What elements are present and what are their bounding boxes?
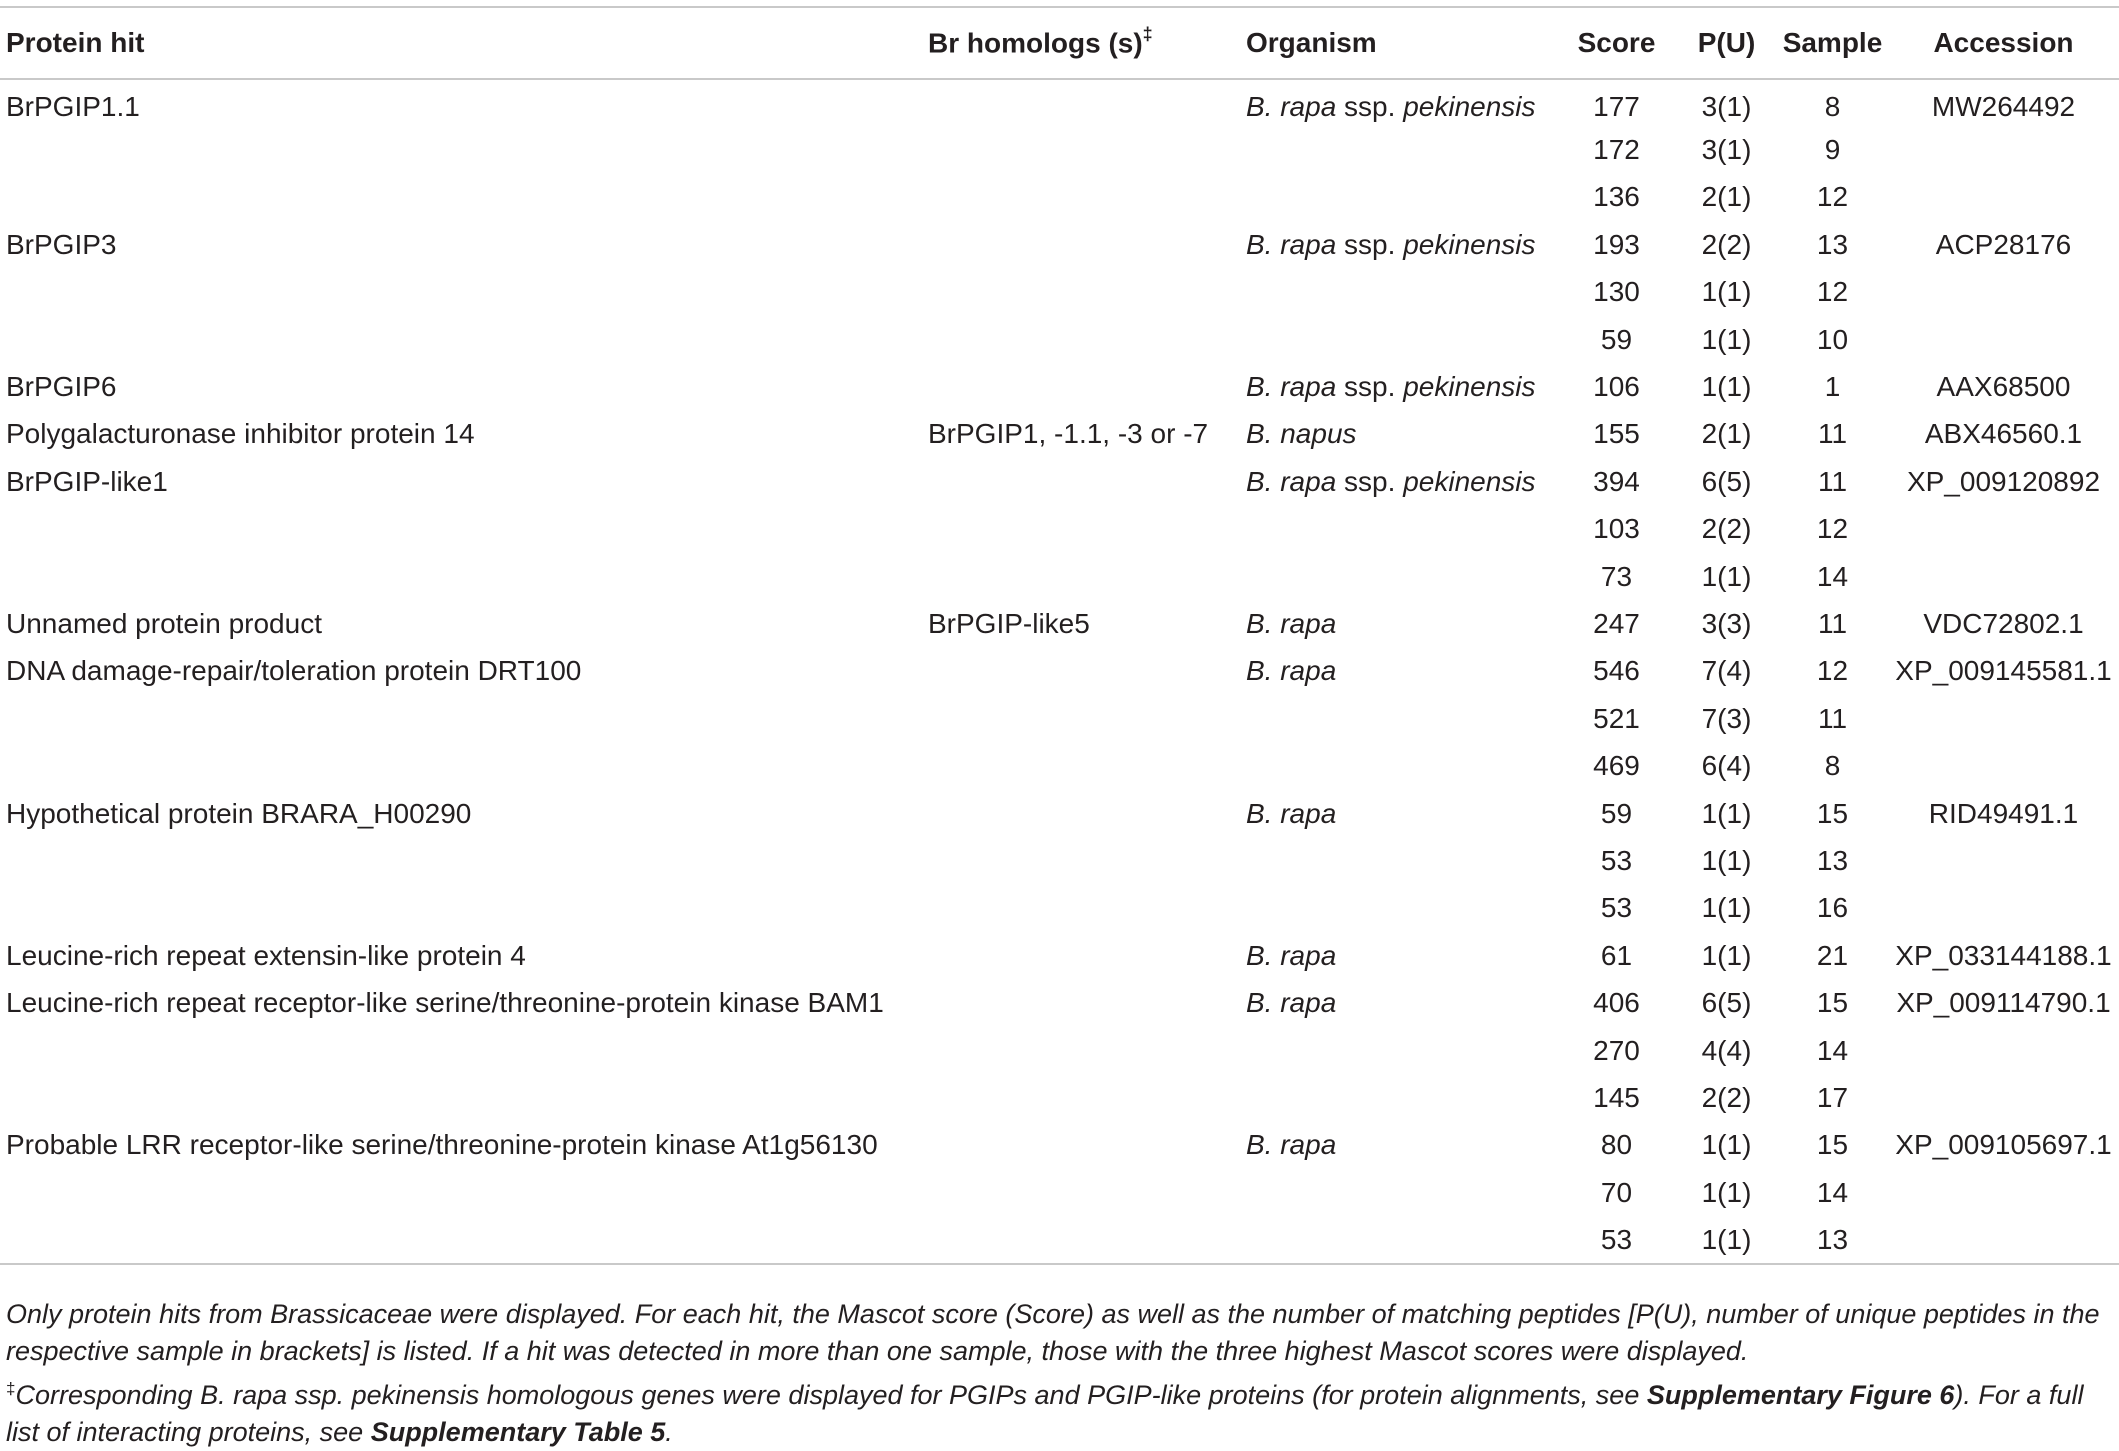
cell-sample: 13 [1816, 1223, 1849, 1255]
cell-protein-hit [0, 174, 922, 221]
cell-protein-hit: BrPGIP3 [6, 228, 117, 260]
cell-organism [1240, 695, 1557, 742]
table-row [0, 221, 2119, 268]
table-row [0, 979, 2119, 1026]
cell-score: 103 [1593, 513, 1640, 545]
cell-score: 53 [1600, 1223, 1633, 1255]
organism-genus-species: B. rapa [1246, 91, 1337, 123]
cell-organism [1240, 648, 1557, 695]
header-br-homologs [922, 7, 1240, 79]
table-body [0, 79, 2119, 1264]
cell-organism [1240, 1169, 1557, 1216]
table-row [0, 411, 2119, 458]
organism-ssp: ssp. [1336, 228, 1404, 260]
cell-score: 155 [1593, 418, 1640, 450]
cell-sample: 11 [1817, 702, 1848, 734]
cell-protein-hit [0, 885, 922, 932]
cell-pu: 1(1) [1701, 939, 1752, 971]
table-row [0, 742, 2119, 789]
cell-accession [1888, 1169, 2119, 1216]
table-row [0, 932, 2119, 979]
organism-genus-species: B. rapa [1246, 939, 1337, 971]
header-accession: Accession [1933, 27, 2074, 58]
cell-score: 193 [1593, 228, 1640, 260]
cell-sample: 13 [1816, 844, 1849, 876]
cell-protein-hit [0, 269, 922, 316]
table-row [0, 174, 2119, 221]
cell-accession [1888, 1027, 2119, 1074]
cell-accession [1888, 695, 2119, 742]
table-row [0, 1216, 2119, 1263]
cell-organism [1240, 458, 1557, 505]
cell-pu: 4(4) [1701, 1034, 1752, 1066]
table-row [0, 553, 2119, 600]
cell-br-homolog [922, 269, 1240, 316]
cell-protein-hit: Probable LRR receptor-like serine/threonine-protein kinase At1g56130 [6, 1129, 878, 1161]
cell-pu: 1(1) [1701, 1176, 1752, 1208]
cell-sample: 11 [1817, 607, 1848, 639]
header-br-homologs-label: Br homologs (s) [928, 27, 1143, 59]
cell-accession [1888, 126, 2119, 173]
cell-protein-hit: BrPGIP1.1 [6, 91, 140, 123]
cell-score: 59 [1600, 797, 1633, 829]
cell-organism [1240, 221, 1557, 268]
cell-score: 61 [1600, 939, 1633, 971]
cell-organism [1240, 553, 1557, 600]
cell-pu: 2(2) [1701, 1081, 1752, 1113]
cell-pu: 2(1) [1701, 418, 1752, 450]
cell-protein-hit: BrPGIP6 [6, 371, 117, 403]
cell-accession: XP_009105697.1 [1895, 1129, 2112, 1161]
cell-sample: 14 [1816, 560, 1849, 592]
cell-score: 80 [1600, 1129, 1633, 1161]
table-row [0, 269, 2119, 316]
table-row [0, 363, 2119, 410]
footnote-general: Only protein hits from Brassicaceae were displayed. For each hit, the Mascot score (Score) as well as the number of matching peptides [P(U), number of unique peptides in the respective sample in brackets] is listed. If a hit was detected in more than one sample, those with the three highest Mascot scores were displayed. [6, 1299, 2100, 1366]
footnote-homologs-text-b: ). For a full list of interacting proteins, see [6, 1380, 2084, 1447]
cell-sample: 16 [1816, 892, 1849, 924]
cell-sample: 17 [1816, 1081, 1849, 1113]
cell-score: 172 [1593, 134, 1640, 166]
cell-protein-hit [0, 506, 922, 553]
cell-br-homolog [922, 174, 1240, 221]
cell-br-homolog [922, 1169, 1240, 1216]
cell-protein-hit [0, 1027, 922, 1074]
organism-genus-species: B. rapa [1246, 797, 1337, 829]
cell-sample: 12 [1816, 655, 1849, 687]
cell-pu: 1(1) [1701, 323, 1752, 355]
cell-score: 177 [1593, 91, 1640, 123]
cell-pu: 1(1) [1701, 1223, 1752, 1255]
cell-protein-hit [0, 695, 922, 742]
cell-pu: 3(3) [1701, 607, 1752, 639]
table-row [0, 648, 2119, 695]
cell-accession [1888, 174, 2119, 221]
cell-accession: MW264492 [1931, 91, 2076, 123]
cell-br-homolog [922, 648, 1240, 695]
cell-sample: 1 [1824, 371, 1841, 403]
cell-sample: 11 [1817, 465, 1848, 497]
organism-subspecies: pekinensis [1403, 91, 1536, 123]
cell-score: 106 [1593, 371, 1640, 403]
cell-protein-hit: Hypothetical protein BRARA_H00290 [6, 797, 472, 829]
cell-br-homolog [922, 790, 1240, 837]
cell-organism [1240, 1074, 1557, 1121]
table-row [0, 1169, 2119, 1216]
cell-br-homolog: BrPGIP1, -1.1, -3 or -7 [928, 418, 1209, 450]
cell-protein-hit [0, 126, 922, 173]
cell-sample: 11 [1817, 418, 1848, 450]
cell-organism [1240, 979, 1557, 1026]
cell-score: 270 [1593, 1034, 1640, 1066]
cell-organism [1240, 79, 1557, 126]
cell-accession [1888, 269, 2119, 316]
cell-pu: 7(4) [1701, 655, 1752, 687]
header-organism: Organism [1246, 27, 1377, 58]
cell-score: 59 [1600, 323, 1633, 355]
cell-accession [1888, 742, 2119, 789]
cell-accession: ACP28176 [1935, 228, 2072, 260]
cell-score: 73 [1600, 560, 1633, 592]
table-row [0, 837, 2119, 884]
cell-organism [1240, 1216, 1557, 1263]
double-dagger-mark: ‡ [1142, 24, 1153, 45]
cell-accession [1888, 1216, 2119, 1263]
cell-accession [1888, 506, 2119, 553]
cell-protein-hit [0, 316, 922, 363]
cell-score: 136 [1593, 181, 1640, 213]
cell-organism [1240, 126, 1557, 173]
cell-accession [1888, 837, 2119, 884]
cell-sample: 10 [1816, 323, 1849, 355]
cell-protein-hit [0, 553, 922, 600]
cell-br-homolog [922, 458, 1240, 505]
supplementary-table-ref: Supplementary Table 5 [370, 1417, 666, 1447]
cell-score: 469 [1593, 750, 1640, 782]
footnote-homologs-text-c: . [665, 1417, 673, 1447]
table-row [0, 79, 2119, 126]
cell-pu: 7(3) [1701, 702, 1752, 734]
cell-br-homolog [922, 553, 1240, 600]
cell-pu: 1(1) [1701, 560, 1752, 592]
cell-accession: RID49491.1 [1928, 797, 2079, 829]
cell-pu: 6(5) [1701, 987, 1752, 1019]
organism-subspecies: pekinensis [1403, 465, 1536, 497]
cell-pu: 2(1) [1701, 181, 1752, 213]
table-footnotes [6, 1296, 2114, 1451]
cell-pu: 6(5) [1701, 465, 1752, 497]
organism-genus-species: B. rapa [1246, 371, 1337, 403]
table-row [0, 126, 2119, 173]
cell-br-homolog [922, 1216, 1240, 1263]
cell-protein-hit: DNA damage-repair/toleration protein DRT100 [6, 655, 582, 687]
cell-br-homolog [922, 837, 1240, 884]
cell-score: 394 [1593, 465, 1640, 497]
cell-pu: 1(1) [1701, 1129, 1752, 1161]
cell-sample: 12 [1816, 181, 1849, 213]
cell-protein-hit: Leucine-rich repeat receptor-like serine/threonine-protein kinase BAM1 [6, 987, 884, 1019]
cell-br-homolog [922, 979, 1240, 1026]
cell-br-homolog [922, 316, 1240, 363]
protein-table-container [0, 6, 2119, 1265]
table-row [0, 506, 2119, 553]
cell-sample: 21 [1816, 939, 1849, 971]
cell-sample: 14 [1816, 1034, 1849, 1066]
cell-pu: 1(1) [1701, 892, 1752, 924]
cell-accession [1888, 1074, 2119, 1121]
cell-sample: 15 [1816, 1129, 1849, 1161]
organism-genus-species: B. rapa [1246, 987, 1337, 1019]
table-row [0, 1074, 2119, 1121]
cell-protein-hit [0, 1216, 922, 1263]
cell-sample: 15 [1816, 797, 1849, 829]
header-score: Score [1577, 27, 1656, 58]
cell-br-homolog [922, 221, 1240, 268]
cell-br-homolog [922, 363, 1240, 410]
cell-score: 145 [1593, 1081, 1640, 1113]
cell-br-homolog [922, 742, 1240, 789]
cell-pu: 1(1) [1701, 797, 1752, 829]
cell-pu: 3(1) [1701, 91, 1752, 123]
cell-organism [1240, 790, 1557, 837]
cell-sample: 12 [1816, 513, 1849, 545]
cell-br-homolog [922, 695, 1240, 742]
header-sample: Sample [1782, 27, 1883, 58]
cell-pu: 2(2) [1701, 513, 1752, 545]
cell-score: 130 [1593, 276, 1640, 308]
table-row [0, 1027, 2119, 1074]
cell-br-homolog [922, 1074, 1240, 1121]
cell-pu: 6(4) [1701, 750, 1752, 782]
supplementary-figure-ref: Supplementary Figure 6 [1646, 1380, 1955, 1410]
cell-score: 247 [1593, 607, 1640, 639]
organism-subspecies: pekinensis [1403, 228, 1536, 260]
cell-pu: 1(1) [1701, 844, 1752, 876]
cell-br-homolog: BrPGIP-like5 [928, 607, 1090, 639]
cell-protein-hit: BrPGIP-like1 [6, 465, 168, 497]
cell-accession: XP_009145581.1 [1895, 655, 2112, 687]
header-pu: P(U) [1697, 27, 1756, 58]
cell-accession [1888, 885, 2119, 932]
cell-br-homolog [922, 126, 1240, 173]
cell-protein-hit [0, 837, 922, 884]
footnote-homologs [6, 1370, 2114, 1451]
cell-pu: 3(1) [1701, 134, 1752, 166]
footnote-double-dagger-mark: ‡ [6, 1379, 16, 1398]
cell-protein-hit: Polygalacturonase inhibitor protein 14 [6, 418, 475, 450]
cell-protein-hit: Leucine-rich repeat extensin-like protein 4 [6, 939, 526, 971]
organism-genus-species: B. rapa [1246, 1129, 1337, 1161]
cell-organism [1240, 411, 1557, 458]
organism-subspecies: pekinensis [1403, 371, 1536, 403]
cell-sample: 8 [1824, 750, 1841, 782]
cell-organism [1240, 1027, 1557, 1074]
cell-protein-hit [0, 1169, 922, 1216]
cell-br-homolog [922, 506, 1240, 553]
organism-genus-species: B. rapa [1246, 607, 1337, 639]
cell-sample: 8 [1824, 91, 1841, 123]
cell-score: 406 [1593, 987, 1640, 1019]
cell-pu: 1(1) [1701, 276, 1752, 308]
cell-accession [1888, 316, 2119, 363]
organism-genus-species: B. rapa [1246, 655, 1337, 687]
table-header-row [0, 7, 2119, 79]
cell-organism [1240, 837, 1557, 884]
cell-score: 53 [1600, 892, 1633, 924]
cell-accession: XP_009120892 [1906, 465, 2101, 497]
cell-sample: 15 [1816, 987, 1849, 1019]
cell-br-homolog [922, 1122, 1240, 1169]
cell-pu: 1(1) [1701, 371, 1752, 403]
cell-accession: XP_009114790.1 [1896, 987, 2111, 1019]
cell-score: 70 [1600, 1176, 1633, 1208]
cell-sample: 14 [1816, 1176, 1849, 1208]
cell-organism [1240, 1122, 1557, 1169]
header-protein-hit: Protein hit [6, 27, 145, 58]
cell-score: 521 [1593, 702, 1640, 734]
cell-organism [1240, 174, 1557, 221]
organism-ssp: ssp. [1336, 371, 1404, 403]
organism-ssp: ssp. [1336, 465, 1404, 497]
cell-br-homolog [922, 79, 1240, 126]
organism-ssp: ssp. [1336, 91, 1404, 123]
cell-score: 546 [1593, 655, 1640, 687]
cell-accession: VDC72802.1 [1923, 607, 2084, 639]
cell-br-homolog [922, 885, 1240, 932]
cell-pu: 2(2) [1701, 228, 1752, 260]
cell-protein-hit: Unnamed protein product [6, 607, 322, 639]
table-row [0, 885, 2119, 932]
cell-accession: ABX46560.1 [1924, 418, 2083, 450]
cell-sample: 9 [1824, 134, 1841, 166]
cell-score: 53 [1600, 844, 1633, 876]
table-row [0, 695, 2119, 742]
footnote-homologs-text-a: Corresponding B. rapa ssp. pekinensis homologous genes were displayed for PGIPs and PGIP-like proteins (for protein alignments, see [15, 1380, 1647, 1410]
cell-organism [1240, 506, 1557, 553]
organism-genus-species: B. rapa [1246, 465, 1337, 497]
cell-organism [1240, 269, 1557, 316]
cell-protein-hit [0, 1074, 922, 1121]
table-row [0, 1122, 2119, 1169]
organism-genus-species: B. napus [1246, 418, 1357, 450]
cell-organism [1240, 932, 1557, 979]
table-row [0, 600, 2119, 647]
cell-br-homolog [922, 1027, 1240, 1074]
cell-br-homolog [922, 932, 1240, 979]
organism-genus-species: B. rapa [1246, 228, 1337, 260]
cell-accession: AAX68500 [1936, 371, 2071, 403]
cell-organism [1240, 316, 1557, 363]
table-row [0, 790, 2119, 837]
table-row [0, 316, 2119, 363]
cell-organism [1240, 742, 1557, 789]
cell-accession [1888, 553, 2119, 600]
cell-organism [1240, 600, 1557, 647]
cell-sample: 13 [1816, 228, 1849, 260]
cell-protein-hit [0, 742, 922, 789]
cell-organism [1240, 363, 1557, 410]
cell-accession: XP_033144188.1 [1895, 939, 2112, 971]
table-row [0, 458, 2119, 505]
cell-organism [1240, 885, 1557, 932]
cell-sample: 12 [1816, 276, 1849, 308]
protein-hits-table [0, 6, 2119, 1265]
